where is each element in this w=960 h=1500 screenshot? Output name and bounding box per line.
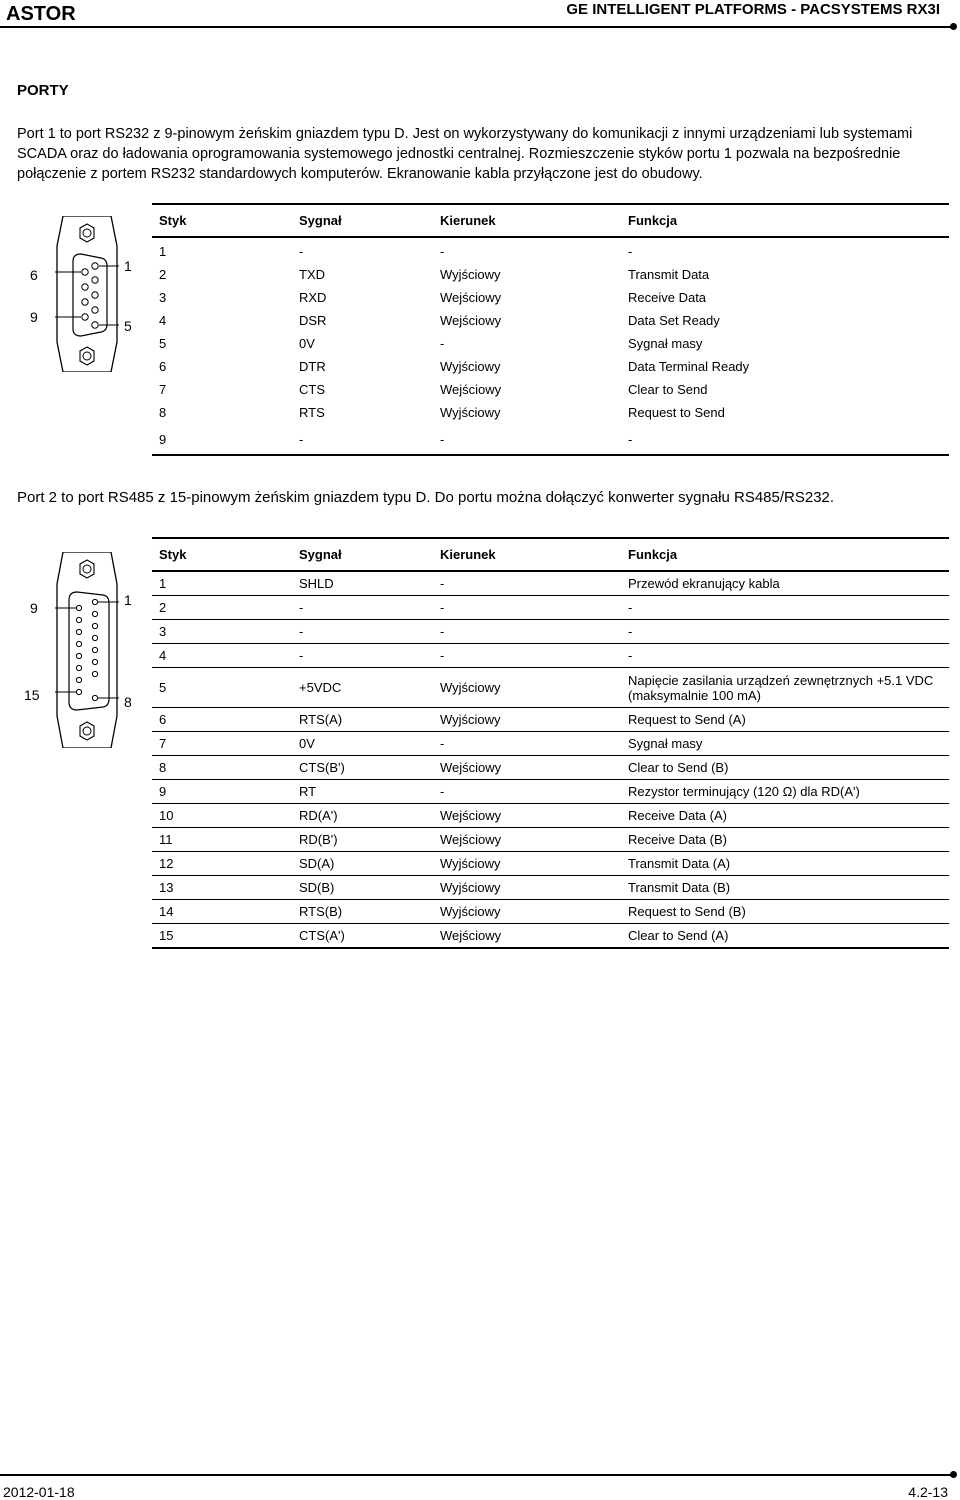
table-row [152,876,949,900]
table-row [152,378,949,401]
page-number: 4.2-13 [908,1484,948,1500]
port1-description: Port 1 to port RS232 z 9-pinowym żeńskim gniazdem typu D. Jest on wykorzystywany do komunikacji z innymi urządzeniami lub systemami SCADA oraz do ładowania oprogramowania systemowego jednostki centralnej. Rozmieszczenie styków portu 1 pozwala na bezpośrednie połączenie z portem RS232 standardowych komputerów. Ekranowanie kabla przyłączone jest do obudowy. [17,126,913,182]
table-row [152,620,949,644]
pin-cell: 12 [152,852,292,876]
pin-label-1: 1 [124,592,132,608]
direction-cell: Wejściowy [440,290,502,305]
direction-cell: - [433,644,621,668]
section-title: PORTY [17,82,69,99]
pin-cell: 1 [152,571,292,596]
signal-cell: 0V [292,732,433,756]
function-cell: Data Set Ready [628,313,720,328]
direction-cell: Wyjściowy [433,900,621,924]
direction-cell: Wejściowy [433,756,621,780]
port1-pinout-table [152,203,949,456]
signal-cell: RTS(B) [292,900,433,924]
table-header-row [152,204,949,237]
pin-label-9: 9 [30,600,38,616]
table-row [152,332,949,355]
signal-cell: - [299,244,304,259]
direction-cell: - [433,732,621,756]
table-row [152,571,949,596]
table-row [152,668,949,708]
table-row [152,924,949,949]
direction-cell: - [433,596,621,620]
table-row [152,804,949,828]
signal-cell: DTR [299,359,326,374]
pin-cell: 7 [152,732,292,756]
pin-cell: 8 [159,405,167,420]
pin-cell: 5 [159,336,167,351]
table-row [152,237,949,263]
function-cell: Transmit Data [628,267,710,282]
direction-cell: Wejściowy [433,804,621,828]
table-row [152,309,949,332]
pin-cell: 6 [159,359,167,374]
table-row [152,596,949,620]
direction-cell: Wyjściowy [433,876,621,900]
signal-cell: - [292,620,433,644]
pin-cell: 8 [152,756,292,780]
signal-cell: RD(B') [292,828,433,852]
column-header-styk: Styk [152,204,292,237]
signal-cell: RXD [299,290,327,305]
table-row [152,355,949,378]
function-cell: - [628,244,633,259]
footer-rule [0,1474,954,1476]
table-row [152,756,949,780]
pin-cell: 13 [152,876,292,900]
column-header-sygnal: Sygnał [292,204,433,237]
function-cell: Transmit Data (A) [621,852,949,876]
table-row [152,828,949,852]
table-row [152,852,949,876]
signal-cell: CTS [299,382,325,397]
pin-cell: 1 [159,244,167,259]
footer-date: 2012-01-18 [3,1484,75,1500]
direction-cell: - [433,424,621,455]
signal-cell: CTS(A') [292,924,433,949]
pin-cell: 10 [152,804,292,828]
table-row [152,900,949,924]
function-cell: Request to Send (A) [621,708,949,732]
pin-cell: 14 [152,900,292,924]
direction-cell: - [433,780,621,804]
document-title: GE INTELLIGENT PLATFORMS - PACSYSTEMS RX3I [566,1,940,18]
table-row [152,708,949,732]
pin-label-9: 9 [30,309,38,325]
pin-cell: 2 [152,596,292,620]
function-cell: Receive Data [628,290,707,305]
signal-cell: TXD [299,267,325,282]
direction-cell: - [433,620,621,644]
pin-cell: 4 [159,313,167,328]
signal-cell: RTS(A) [292,708,433,732]
db9-connector-outline [55,216,119,372]
pin-label-1: 1 [124,258,132,274]
brand-name: ASTOR [6,3,76,25]
function-cell: Clear to Send (A) [621,924,949,949]
column-header-funkcja: Funkcja [621,538,949,571]
pin-cell: 4 [152,644,292,668]
table-row [152,644,949,668]
direction-cell: Wyjściowy [440,405,501,420]
direction-cell: Wyjściowy [433,708,621,732]
signal-cell: RTS [299,405,325,420]
column-header-kierunek: Kierunek [433,538,621,571]
pin-cell: 3 [152,620,292,644]
signal-cell: 0V [299,336,315,351]
signal-cell: RD(A') [292,804,433,828]
table-row [152,780,949,804]
column-header-funkcja: Funkcja [621,204,949,237]
function-cell: Request to Send [628,405,725,420]
function-cell: Rezystor terminujący (120 Ω) dla RD(A') [621,780,949,804]
signal-cell: SD(A) [292,852,433,876]
pin-label-5: 5 [124,318,132,334]
table-row [152,286,949,309]
pin-cell: 6 [152,708,292,732]
function-cell: - [621,424,949,455]
direction-cell: - [433,571,621,596]
function-cell: Receive Data (A) [621,804,949,828]
direction-cell: Wyjściowy [433,852,621,876]
pin-cell: 5 [152,668,292,708]
pin-cell: 15 [152,924,292,949]
table-header-row [152,538,949,571]
direction-cell: Wejściowy [440,382,502,397]
function-cell: - [621,620,949,644]
direction-cell: Wejściowy [433,924,621,949]
function-cell: Sygnał masy [621,732,949,756]
signal-cell: SD(B) [292,876,433,900]
function-cell: Przewód ekranujący kabla [621,571,949,596]
pin-cell: 2 [159,267,167,282]
function-cell: Napięcie zasilania urządzeń zewnętrznych +5.1 VDC (maksymalnie 100 mA) [621,668,949,708]
table-row [152,732,949,756]
function-cell: Receive Data (B) [621,828,949,852]
direction-cell: Wejściowy [433,828,621,852]
footer-rule-dot [950,1471,957,1478]
signal-cell: - [292,596,433,620]
db15-connector-outline [55,552,119,748]
direction-cell: Wyjściowy [440,359,501,374]
pin-label-8: 8 [124,694,132,710]
signal-cell: - [292,644,433,668]
direction-cell: Wyjściowy [433,668,621,708]
signal-cell: - [292,424,433,455]
function-cell: Clear to Send [628,382,708,397]
header-rule [0,26,954,28]
function-cell: Data Terminal Ready [628,359,750,374]
column-header-styk: Styk [152,538,292,571]
column-header-kierunek: Kierunek [433,204,621,237]
pin-cell: 11 [152,828,292,852]
table-row [152,401,949,424]
direction-cell: - [440,244,445,259]
pin-cell: 9 [152,424,292,455]
signal-cell: SHLD [292,571,433,596]
function-cell: - [621,596,949,620]
signal-cell: RT [292,780,433,804]
pin-label-6: 6 [30,267,38,283]
port2-pinout-table [152,537,949,949]
pin-cell: 7 [159,382,167,397]
function-cell: Transmit Data (B) [621,876,949,900]
direction-cell: Wyjściowy [440,267,501,282]
signal-cell: +5VDC [292,668,433,708]
function-cell: Sygnał masy [628,336,703,351]
pin-label-15: 15 [24,687,40,703]
table-row [152,424,949,455]
header-rule-dot [950,23,957,30]
pin-cell: 3 [159,290,167,305]
direction-cell: - [440,336,445,351]
direction-cell: Wejściowy [440,313,502,328]
column-header-sygnal: Sygnał [292,538,433,571]
port2-description: Port 2 to port RS485 z 15-pinowym żeńskim gniazdem typu D. Do portu można dołączyć konwerter sygnału RS485/RS232. [17,489,835,506]
signal-cell: DSR [299,313,327,328]
table-row [152,263,949,286]
signal-cell: CTS(B') [292,756,433,780]
function-cell: Request to Send (B) [621,900,949,924]
pin-cell: 9 [152,780,292,804]
function-cell: Clear to Send (B) [621,756,949,780]
function-cell: - [621,644,949,668]
